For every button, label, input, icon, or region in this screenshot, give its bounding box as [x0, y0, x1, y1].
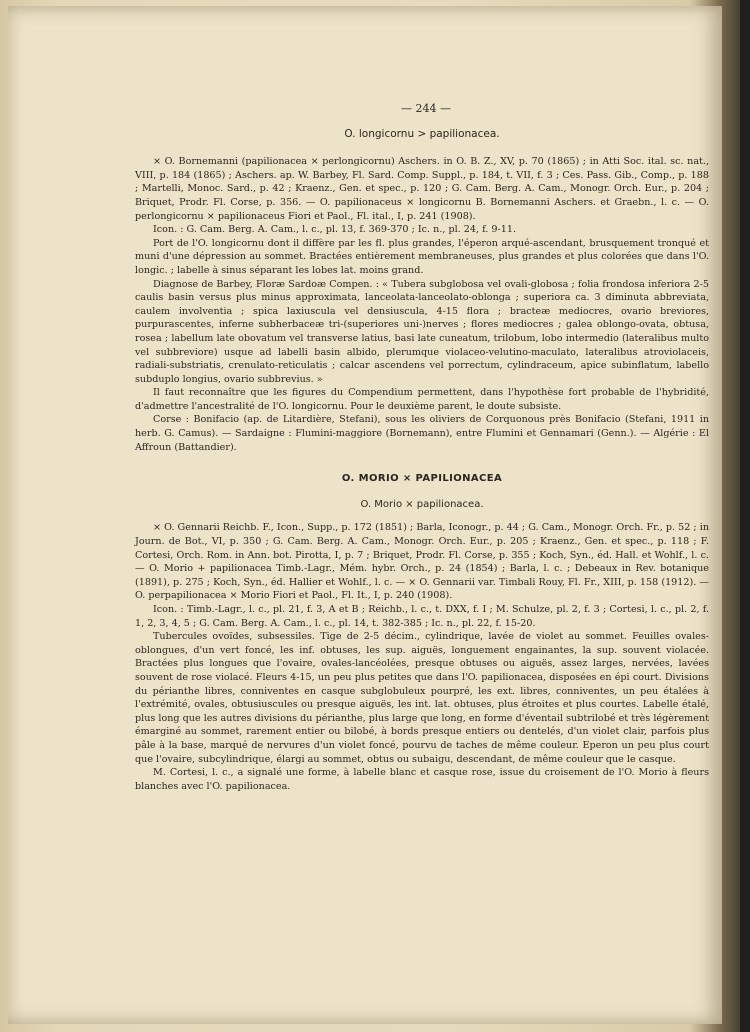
- paragraph-gennarii-synonymy: × O. Gennarii Reichb. F., Icon., Supp., p. 172 (1851) ; Barla, Iconogr., p. 44 ; G. Cam., Monogr. Orch. Fr., p. 52 ; in Journ. de Bot., VI, p. 350 ; G. Cam. Berg. A. Cam., Monogr. Orch. Eur., p. 205 ; Kraenz., Gen. et spec., p. 118 ; F. Cortesi, Orch. Rom. in Ann. bot. Pirotta, I, p. 7 ; Briquet, Prodr. Fl. Corse, p. 355 ; Koch, Syn., éd. Hall. et Wohlf., l. c. — O. Morio + papilionacea Timb.-Lagr., Mém. hybr. Orch., p. 24 (1854) ; Barla, l. c. ; Debeaux in Rev. botanique (1891), p. 275 ; Koch, Syn., éd. Hallier et Wohlf., l. c. — × O. Gennarii var. Timbali Rouy, Fl. Fr., XIII, p. 158 (1912). — O. perpapilionacea × Morio Fiori et Paol., Fl. It., I, p. 240 (1908).: [135, 522, 709, 602]
- paragraph-bornemanni-localities: Corse : Bonifacio (ap. de Litardière, Stefani), sous les oliviers de Corquonous près Bonifacio (Stefani, 1911 in herb. G. Camus). — Sardaigne : Flumini-maggiore (Bornemann), entre Flumini et Gennamari (Genn.). — Algérie : El Affroun (Battandier).: [135, 414, 709, 453]
- paragraph-gennarii-description: Tubercules ovoïdes, subsessiles. Tige de 2-5 décim., cylindrique, lavée de violet au sommet. Feuilles ovales-oblongues, d'un vert foncé, les inf. obtuses, les sup. aiguës, longuement engainantes, la sup. souvent violacée. Bractées plus longues que l'ovaire, ovales-lancéolées, presque obtuses ou aiguës, assez larges, nervées, lavées souvent de rose violacé. Fleurs 4-15, un peu plus petites que dans l'O. papilionacea, disposées en épi court. Divisions du périanthe libres, conniventes en casque subglobuleux pourpré, les ext. libres, conniventes, un peu étalées à l'extrémité, ovales, obtusiuscules ou presque aiguës, les int. lat. obtuses, plus étroites et plus courtes. Labelle étalé, plus long que les autres divisions du périanthe, plus large que long, en forme d'éventail subtrilobé et très légèrement émarginé au sommet, rarement entier ou bilobé, à bords presque entiers ou dentelés, d'un violet clair, parfois plus pâle à la base, marqué de nervures d'un violet foncé, pourvu de taches de même couleur. Eperon un peu plus court que l'ovaire, subcylindrique, élargi au sommet, obtus ou subaigu, descendant, de même couleur que le casque.: [135, 631, 709, 765]
- paragraph-bornemanni-synonymy: × O. Bornemanni (papilionacea × perlongicornu) Aschers. in O. B. Z., XV, p. 70 (1865) ; in Atti Soc. ital. sc. nat., VIII, p. 184 (1865) ; Aschers. ap. W. Barbey, Fl. Sard. Comp. Suppl., p. 184, t. VII, f. 3 ; Ces. Pass. Gib., Comp., p. 188 ; Martelli, Monoc. Sard., p. 42 ; Kraenz., Gen. et spec., p. 120 ; G. Cam. Berg. A. Cam., Monogr. Orch. Eur., p. 204 ; Briquet, Prodr. Fl. Corse, p. 356. — O. papilionaceus × longicornu B. Bornemanni Aschers. et Graebn., l. c. — O. perlongicornu × papilionaceus Fiori et Paol., Fl. ital., I, p. 241 (1908).: [135, 156, 709, 222]
- page-text: [135, 102, 709, 793]
- paragraph-bornemanni-remark: Il faut reconnaître que les figures du Compendium permettent, dans l'hypothèse fort probable de l'hybridité, d'admettre l'ancestralité de l'O. longicornu. Pour le deuxième parent, le doute subsiste.: [135, 387, 709, 412]
- paragraph-gennarii-remark: M. Cortesi, l. c., a signalé une forme, à labelle blanc et casque rose, issue du croisement de l'O. Morio à fleurs blanches avec l'O. papilionacea.: [135, 767, 709, 792]
- section-heading-morio: O. Morio × papilionacea.: [360, 498, 484, 510]
- paragraph-gennarii-icon: Icon. : Timb.-Lagr., l. c., pl. 21, f. 3, A et B ; Reichb., l. c., t. DXX, f. I ; M. Schulze, pl. 2, f. 3 ; Cortesi, l. c., pl. 2, f. 1, 2, 3, 4, 5 ; G. Cam. Berg. A. Cam., l. c., pl. 14, t. 382-385 ; Ic. n., pl. 22, f. 15-20.: [135, 604, 709, 629]
- page-number: — 244 —: [401, 102, 451, 115]
- book-page: [8, 6, 722, 1024]
- paragraph-bornemanni-description: Port de l'O. longicornu dont il diffère par les fl. plus grandes, l'éperon arqué-ascendant, brusquement tronqué et muni d'une dépression au sommet. Bractées entièrement membraneuses, plus grandes et plus colorées que dans l'O. longic. ; labelle à sinus séparant les lobes lat. moins grand.: [135, 237, 709, 276]
- section-heading-morio-major: O. MORIO × PAPILIONACEA: [341, 473, 503, 485]
- section-heading-longicornu: O. longicornu > papilionacea.: [344, 127, 500, 140]
- paragraph-bornemanni-icon: Icon. : G. Cam. Berg. A. Cam., l. c., pl. 13, f. 369-370 ; Ic. n., pl. 24, f. 9-11.: [153, 224, 516, 236]
- book-binding-edge: [740, 0, 750, 1032]
- paragraph-bornemanni-diagnosis: Diagnose de Barbey, Floræ Sardoæ Compen. : « Tubera subglobosa vel ovali-globosa ; folia frondosa inferiora 2-5 caulis basin versus plus minus approximata, lanceolata-lanceolato-oblonga ; superiora ca. 3 diminuta abbreviata, caulem involventia ; spica laxiuscula vel densiuscula, 4-15 flora ; bracteæ mediocres, ovario breviores, purpurascentes, inferne subherbaceæ tri-(superiores uni-)nerves ; flores mediocres ; galea oblongo-ovata, obtusa, rosea ; labellum late obovatum vel transverse latius, basi late cuneatum, trilobum, lobo intermedio (lateralibus multo vel subbreviore) usque ad labelli basin albido, plerumque violaceo-velutino-maculato, lateralibus atroviolaceis, radiali-substriatis, crenulato-reticulatis ; calcar ascendens vel porrectum, cylindraceum, apice subinflatum, labello subduplo longius, ovario subbrevius. »: [135, 278, 709, 385]
